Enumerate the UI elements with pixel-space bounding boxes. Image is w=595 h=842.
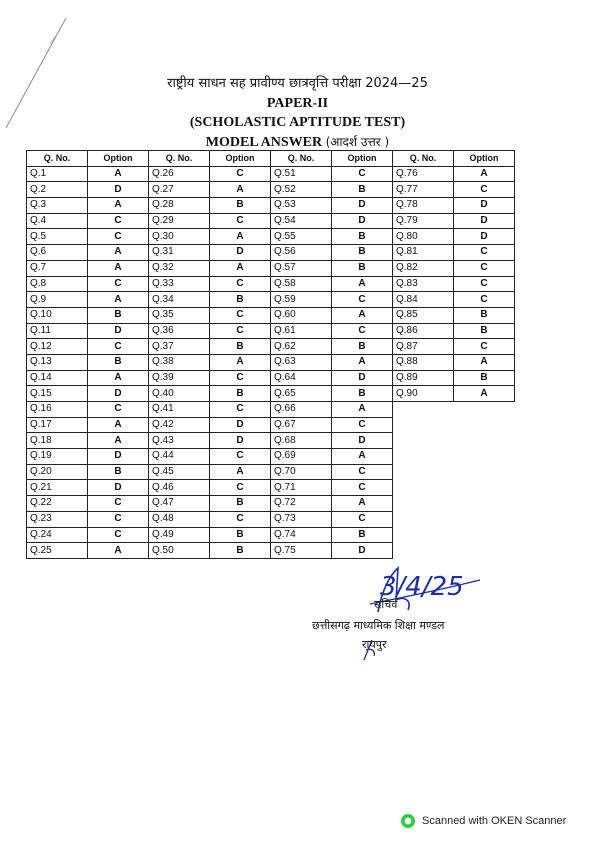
question-number-cell: Q.10 xyxy=(27,307,88,323)
answer-option-cell: B xyxy=(454,370,515,386)
table-row xyxy=(27,370,515,386)
table-row xyxy=(27,527,515,543)
answer-option-cell: B xyxy=(210,339,271,355)
question-number-cell: Q.13 xyxy=(27,354,88,370)
question-number-cell: Q.68 xyxy=(271,433,332,449)
question-number-cell: Q.24 xyxy=(27,527,88,543)
question-number-cell: Q.36 xyxy=(149,323,210,339)
answer-option-cell: A xyxy=(88,433,149,449)
question-number-cell: Q.5 xyxy=(27,229,88,245)
question-number-cell: Q.74 xyxy=(271,527,332,543)
header-qno: Q. No. xyxy=(149,151,210,167)
answer-option-cell: C xyxy=(332,292,393,308)
answer-option-cell: B xyxy=(332,260,393,276)
answer-option-cell: B xyxy=(88,354,149,370)
header-option: Option xyxy=(332,151,393,167)
answer-option-cell: D xyxy=(332,213,393,229)
question-number-cell: Q.66 xyxy=(271,402,332,418)
answer-option-cell: D xyxy=(210,433,271,449)
question-number-cell: Q.20 xyxy=(27,464,88,480)
header-option: Option xyxy=(454,151,515,167)
question-number-cell: Q.29 xyxy=(149,213,210,229)
question-number-cell: Q.86 xyxy=(393,323,454,339)
question-number-cell: Q.50 xyxy=(149,543,210,559)
question-number-cell: Q.79 xyxy=(393,213,454,229)
answer-option-cell: C xyxy=(210,166,271,182)
answer-option-cell: B xyxy=(332,229,393,245)
signature-designation: सचिव xyxy=(374,598,398,611)
answer-option-cell: D xyxy=(88,182,149,198)
question-number-cell: Q.72 xyxy=(271,496,332,512)
question-number-cell: Q.85 xyxy=(393,307,454,323)
answer-option-cell: A xyxy=(332,354,393,370)
answer-option-cell: C xyxy=(454,276,515,292)
table-row xyxy=(27,245,515,261)
answer-option-cell: A xyxy=(88,166,149,182)
table-row xyxy=(27,433,515,449)
scanner-watermark xyxy=(400,813,566,829)
answer-option-cell: D xyxy=(88,386,149,402)
answer-option-cell: D xyxy=(454,213,515,229)
question-number-cell: Q.23 xyxy=(27,511,88,527)
question-number-cell: Q.26 xyxy=(149,166,210,182)
question-number-cell: Q.64 xyxy=(271,370,332,386)
answer-option-cell: A xyxy=(332,496,393,512)
exam-title-hindi: राष्ट्रीय साधन सह प्रावीण्य छात्रवृत्ति परीक्षा 2024—25 xyxy=(167,76,428,91)
header-qno: Q. No. xyxy=(27,151,88,167)
answer-table-body xyxy=(27,166,515,558)
answer-option-cell: B xyxy=(332,182,393,198)
answer-option-cell: A xyxy=(88,543,149,559)
question-number-cell: Q.33 xyxy=(149,276,210,292)
answer-option-cell: A xyxy=(88,260,149,276)
empty-cell xyxy=(454,480,515,496)
empty-cell xyxy=(393,449,454,465)
question-number-cell: Q.38 xyxy=(149,354,210,370)
table-row xyxy=(27,260,515,276)
question-number-cell: Q.82 xyxy=(393,260,454,276)
empty-cell xyxy=(454,543,515,559)
answer-option-cell: C xyxy=(332,323,393,339)
empty-cell xyxy=(454,402,515,418)
question-number-cell: Q.61 xyxy=(271,323,332,339)
answer-option-cell: C xyxy=(88,496,149,512)
handwritten-date xyxy=(378,565,508,605)
answer-option-cell: A xyxy=(88,198,149,214)
question-number-cell: Q.87 xyxy=(393,339,454,355)
board-name: छत्तीसगढ़ माध्यमिक शिक्षा मण्डल xyxy=(312,619,445,632)
answer-option-cell: A xyxy=(454,166,515,182)
answer-option-cell: B xyxy=(210,292,271,308)
header-qno: Q. No. xyxy=(393,151,454,167)
answer-option-cell: D xyxy=(332,198,393,214)
question-number-cell: Q.2 xyxy=(27,182,88,198)
question-number-cell: Q.8 xyxy=(27,276,88,292)
answer-option-cell: B xyxy=(88,307,149,323)
answer-option-cell: C xyxy=(88,213,149,229)
board-city: रायपुर xyxy=(362,638,387,651)
header-qno: Q. No. xyxy=(271,151,332,167)
answer-option-cell: D xyxy=(332,433,393,449)
question-number-cell: Q.22 xyxy=(27,496,88,512)
question-number-cell: Q.46 xyxy=(149,480,210,496)
question-number-cell: Q.70 xyxy=(271,464,332,480)
answer-option-cell: A xyxy=(210,229,271,245)
answer-option-cell: C xyxy=(210,323,271,339)
answer-option-cell: B xyxy=(332,245,393,261)
question-number-cell: Q.48 xyxy=(149,511,210,527)
question-number-cell: Q.62 xyxy=(271,339,332,355)
answer-option-cell: C xyxy=(332,464,393,480)
answer-option-cell: A xyxy=(210,182,271,198)
question-number-cell: Q.30 xyxy=(149,229,210,245)
question-number-cell: Q.4 xyxy=(27,213,88,229)
table-header-row xyxy=(27,151,515,167)
answer-option-cell: C xyxy=(210,511,271,527)
answer-option-cell: A xyxy=(88,417,149,433)
question-number-cell: Q.75 xyxy=(271,543,332,559)
question-number-cell: Q.12 xyxy=(27,339,88,355)
answer-option-cell: A xyxy=(332,449,393,465)
question-number-cell: Q.9 xyxy=(27,292,88,308)
answer-option-cell: A xyxy=(332,276,393,292)
oken-scanner-icon xyxy=(400,813,416,829)
question-number-cell: Q.89 xyxy=(393,370,454,386)
answer-option-cell: C xyxy=(454,245,515,261)
question-number-cell: Q.45 xyxy=(149,464,210,480)
answer-option-cell: B xyxy=(88,464,149,480)
empty-cell xyxy=(393,433,454,449)
empty-cell xyxy=(393,402,454,418)
question-number-cell: Q.73 xyxy=(271,511,332,527)
question-number-cell: Q.21 xyxy=(27,480,88,496)
table-row xyxy=(27,480,515,496)
answer-option-cell: A xyxy=(454,354,515,370)
header-option: Option xyxy=(210,151,271,167)
question-number-cell: Q.35 xyxy=(149,307,210,323)
empty-cell xyxy=(393,527,454,543)
answer-option-cell: C xyxy=(88,402,149,418)
question-number-cell: Q.52 xyxy=(271,182,332,198)
empty-cell xyxy=(393,543,454,559)
empty-cell xyxy=(393,417,454,433)
answer-option-cell: A xyxy=(88,292,149,308)
table-row xyxy=(27,213,515,229)
question-number-cell: Q.15 xyxy=(27,386,88,402)
answer-option-cell: C xyxy=(210,213,271,229)
answer-option-cell: B xyxy=(210,496,271,512)
table-row xyxy=(27,229,515,245)
question-number-cell: Q.43 xyxy=(149,433,210,449)
question-number-cell: Q.81 xyxy=(393,245,454,261)
question-number-cell: Q.57 xyxy=(271,260,332,276)
answer-option-cell: A xyxy=(332,402,393,418)
answer-option-cell: A xyxy=(88,370,149,386)
answer-option-cell: D xyxy=(454,229,515,245)
answer-option-cell: D xyxy=(88,323,149,339)
model-answer-heading xyxy=(0,133,595,151)
question-number-cell: Q.69 xyxy=(271,449,332,465)
answer-option-cell: D xyxy=(210,245,271,261)
question-number-cell: Q.37 xyxy=(149,339,210,355)
scanner-text: Scanned with OKEN Scanner xyxy=(422,815,567,827)
answer-option-cell: C xyxy=(210,449,271,465)
empty-cell xyxy=(454,464,515,480)
answer-option-cell: C xyxy=(454,260,515,276)
question-number-cell: Q.17 xyxy=(27,417,88,433)
answer-option-cell: B xyxy=(332,386,393,402)
question-number-cell: Q.56 xyxy=(271,245,332,261)
paper-title: PAPER-II xyxy=(266,96,329,111)
empty-cell xyxy=(393,496,454,512)
answer-option-cell: C xyxy=(210,307,271,323)
handwritten-date-text: 3/4/25 xyxy=(380,572,464,602)
empty-cell xyxy=(393,511,454,527)
answer-option-cell: B xyxy=(332,527,393,543)
empty-cell xyxy=(454,449,515,465)
question-number-cell: Q.59 xyxy=(271,292,332,308)
table-row xyxy=(27,354,515,370)
question-number-cell: Q.83 xyxy=(393,276,454,292)
answer-option-cell: D xyxy=(454,198,515,214)
answer-option-cell: C xyxy=(210,370,271,386)
question-number-cell: Q.32 xyxy=(149,260,210,276)
question-number-cell: Q.47 xyxy=(149,496,210,512)
question-number-cell: Q.54 xyxy=(271,213,332,229)
table-row xyxy=(27,276,515,292)
answer-key-table xyxy=(26,150,515,559)
answer-option-cell: C xyxy=(88,527,149,543)
answer-option-cell: B xyxy=(210,543,271,559)
answer-option-cell: C xyxy=(88,511,149,527)
question-number-cell: Q.40 xyxy=(149,386,210,402)
empty-cell xyxy=(393,464,454,480)
answer-option-cell: C xyxy=(88,276,149,292)
answer-option-cell: D xyxy=(88,449,149,465)
answer-option-cell: B xyxy=(210,198,271,214)
answer-option-cell: C xyxy=(454,292,515,308)
empty-cell xyxy=(454,417,515,433)
model-answer-label: MODEL ANSWER xyxy=(205,135,323,150)
answer-option-cell: C xyxy=(332,417,393,433)
question-number-cell: Q.41 xyxy=(149,402,210,418)
question-number-cell: Q.78 xyxy=(393,198,454,214)
question-number-cell: Q.51 xyxy=(271,166,332,182)
table-row xyxy=(27,464,515,480)
question-number-cell: Q.88 xyxy=(393,354,454,370)
question-number-cell: Q.7 xyxy=(27,260,88,276)
answer-option-cell: C xyxy=(88,339,149,355)
answer-option-cell: B xyxy=(454,307,515,323)
empty-cell xyxy=(393,480,454,496)
question-number-cell: Q.34 xyxy=(149,292,210,308)
table-row xyxy=(27,166,515,182)
question-number-cell: Q.31 xyxy=(149,245,210,261)
header-option: Option xyxy=(88,151,149,167)
question-number-cell: Q.58 xyxy=(271,276,332,292)
answer-option-cell: D xyxy=(332,370,393,386)
table-row xyxy=(27,198,515,214)
question-number-cell: Q.90 xyxy=(393,386,454,402)
table-row xyxy=(27,307,515,323)
empty-cell xyxy=(454,527,515,543)
answer-option-cell: A xyxy=(88,245,149,261)
question-number-cell: Q.19 xyxy=(27,449,88,465)
empty-cell xyxy=(454,511,515,527)
question-number-cell: Q.18 xyxy=(27,433,88,449)
answer-option-cell: C xyxy=(88,229,149,245)
table-row xyxy=(27,182,515,198)
question-number-cell: Q.3 xyxy=(27,198,88,214)
answer-option-cell: C xyxy=(332,511,393,527)
question-number-cell: Q.76 xyxy=(393,166,454,182)
answer-option-cell: C xyxy=(210,402,271,418)
answer-option-cell: C xyxy=(332,480,393,496)
table-row xyxy=(27,402,515,418)
table-row xyxy=(27,543,515,559)
answer-option-cell: D xyxy=(88,480,149,496)
question-number-cell: Q.1 xyxy=(27,166,88,182)
answer-option-cell: A xyxy=(454,386,515,402)
question-number-cell: Q.25 xyxy=(27,543,88,559)
table-row xyxy=(27,292,515,308)
table-row xyxy=(27,386,515,402)
question-number-cell: Q.71 xyxy=(271,480,332,496)
empty-cell xyxy=(454,433,515,449)
test-subtitle: (SCHOLASTIC APTITUDE TEST) xyxy=(189,115,406,130)
answer-option-cell: C xyxy=(454,182,515,198)
answer-option-cell: B xyxy=(210,386,271,402)
table-row xyxy=(27,449,515,465)
question-number-cell: Q.67 xyxy=(271,417,332,433)
question-number-cell: Q.55 xyxy=(271,229,332,245)
question-number-cell: Q.77 xyxy=(393,182,454,198)
answer-option-cell: A xyxy=(210,464,271,480)
question-number-cell: Q.65 xyxy=(271,386,332,402)
answer-option-cell: C xyxy=(210,276,271,292)
answer-option-cell: C xyxy=(210,480,271,496)
answer-option-cell: C xyxy=(332,166,393,182)
question-number-cell: Q.63 xyxy=(271,354,332,370)
question-number-cell: Q.39 xyxy=(149,370,210,386)
answer-option-cell: B xyxy=(454,323,515,339)
question-number-cell: Q.27 xyxy=(149,182,210,198)
table-row xyxy=(27,496,515,512)
question-number-cell: Q.49 xyxy=(149,527,210,543)
answer-option-cell: A xyxy=(210,260,271,276)
answer-option-cell: B xyxy=(332,339,393,355)
question-number-cell: Q.16 xyxy=(27,402,88,418)
table-row xyxy=(27,323,515,339)
model-answer-hindi: (आदर्श उत्तर ) xyxy=(325,135,390,149)
table-row xyxy=(27,339,515,355)
table-row xyxy=(27,417,515,433)
question-number-cell: Q.84 xyxy=(393,292,454,308)
answer-option-cell: D xyxy=(210,417,271,433)
empty-cell xyxy=(454,496,515,512)
question-number-cell: Q.44 xyxy=(149,449,210,465)
question-number-cell: Q.11 xyxy=(27,323,88,339)
answer-option-cell: A xyxy=(210,354,271,370)
table-row xyxy=(27,511,515,527)
answer-option-cell: A xyxy=(332,307,393,323)
answer-option-cell: C xyxy=(454,339,515,355)
question-number-cell: Q.28 xyxy=(149,198,210,214)
question-number-cell: Q.42 xyxy=(149,417,210,433)
answer-option-cell: D xyxy=(332,543,393,559)
question-number-cell: Q.60 xyxy=(271,307,332,323)
question-number-cell: Q.6 xyxy=(27,245,88,261)
answer-option-cell: B xyxy=(210,527,271,543)
question-number-cell: Q.53 xyxy=(271,198,332,214)
question-number-cell: Q.80 xyxy=(393,229,454,245)
question-number-cell: Q.14 xyxy=(27,370,88,386)
